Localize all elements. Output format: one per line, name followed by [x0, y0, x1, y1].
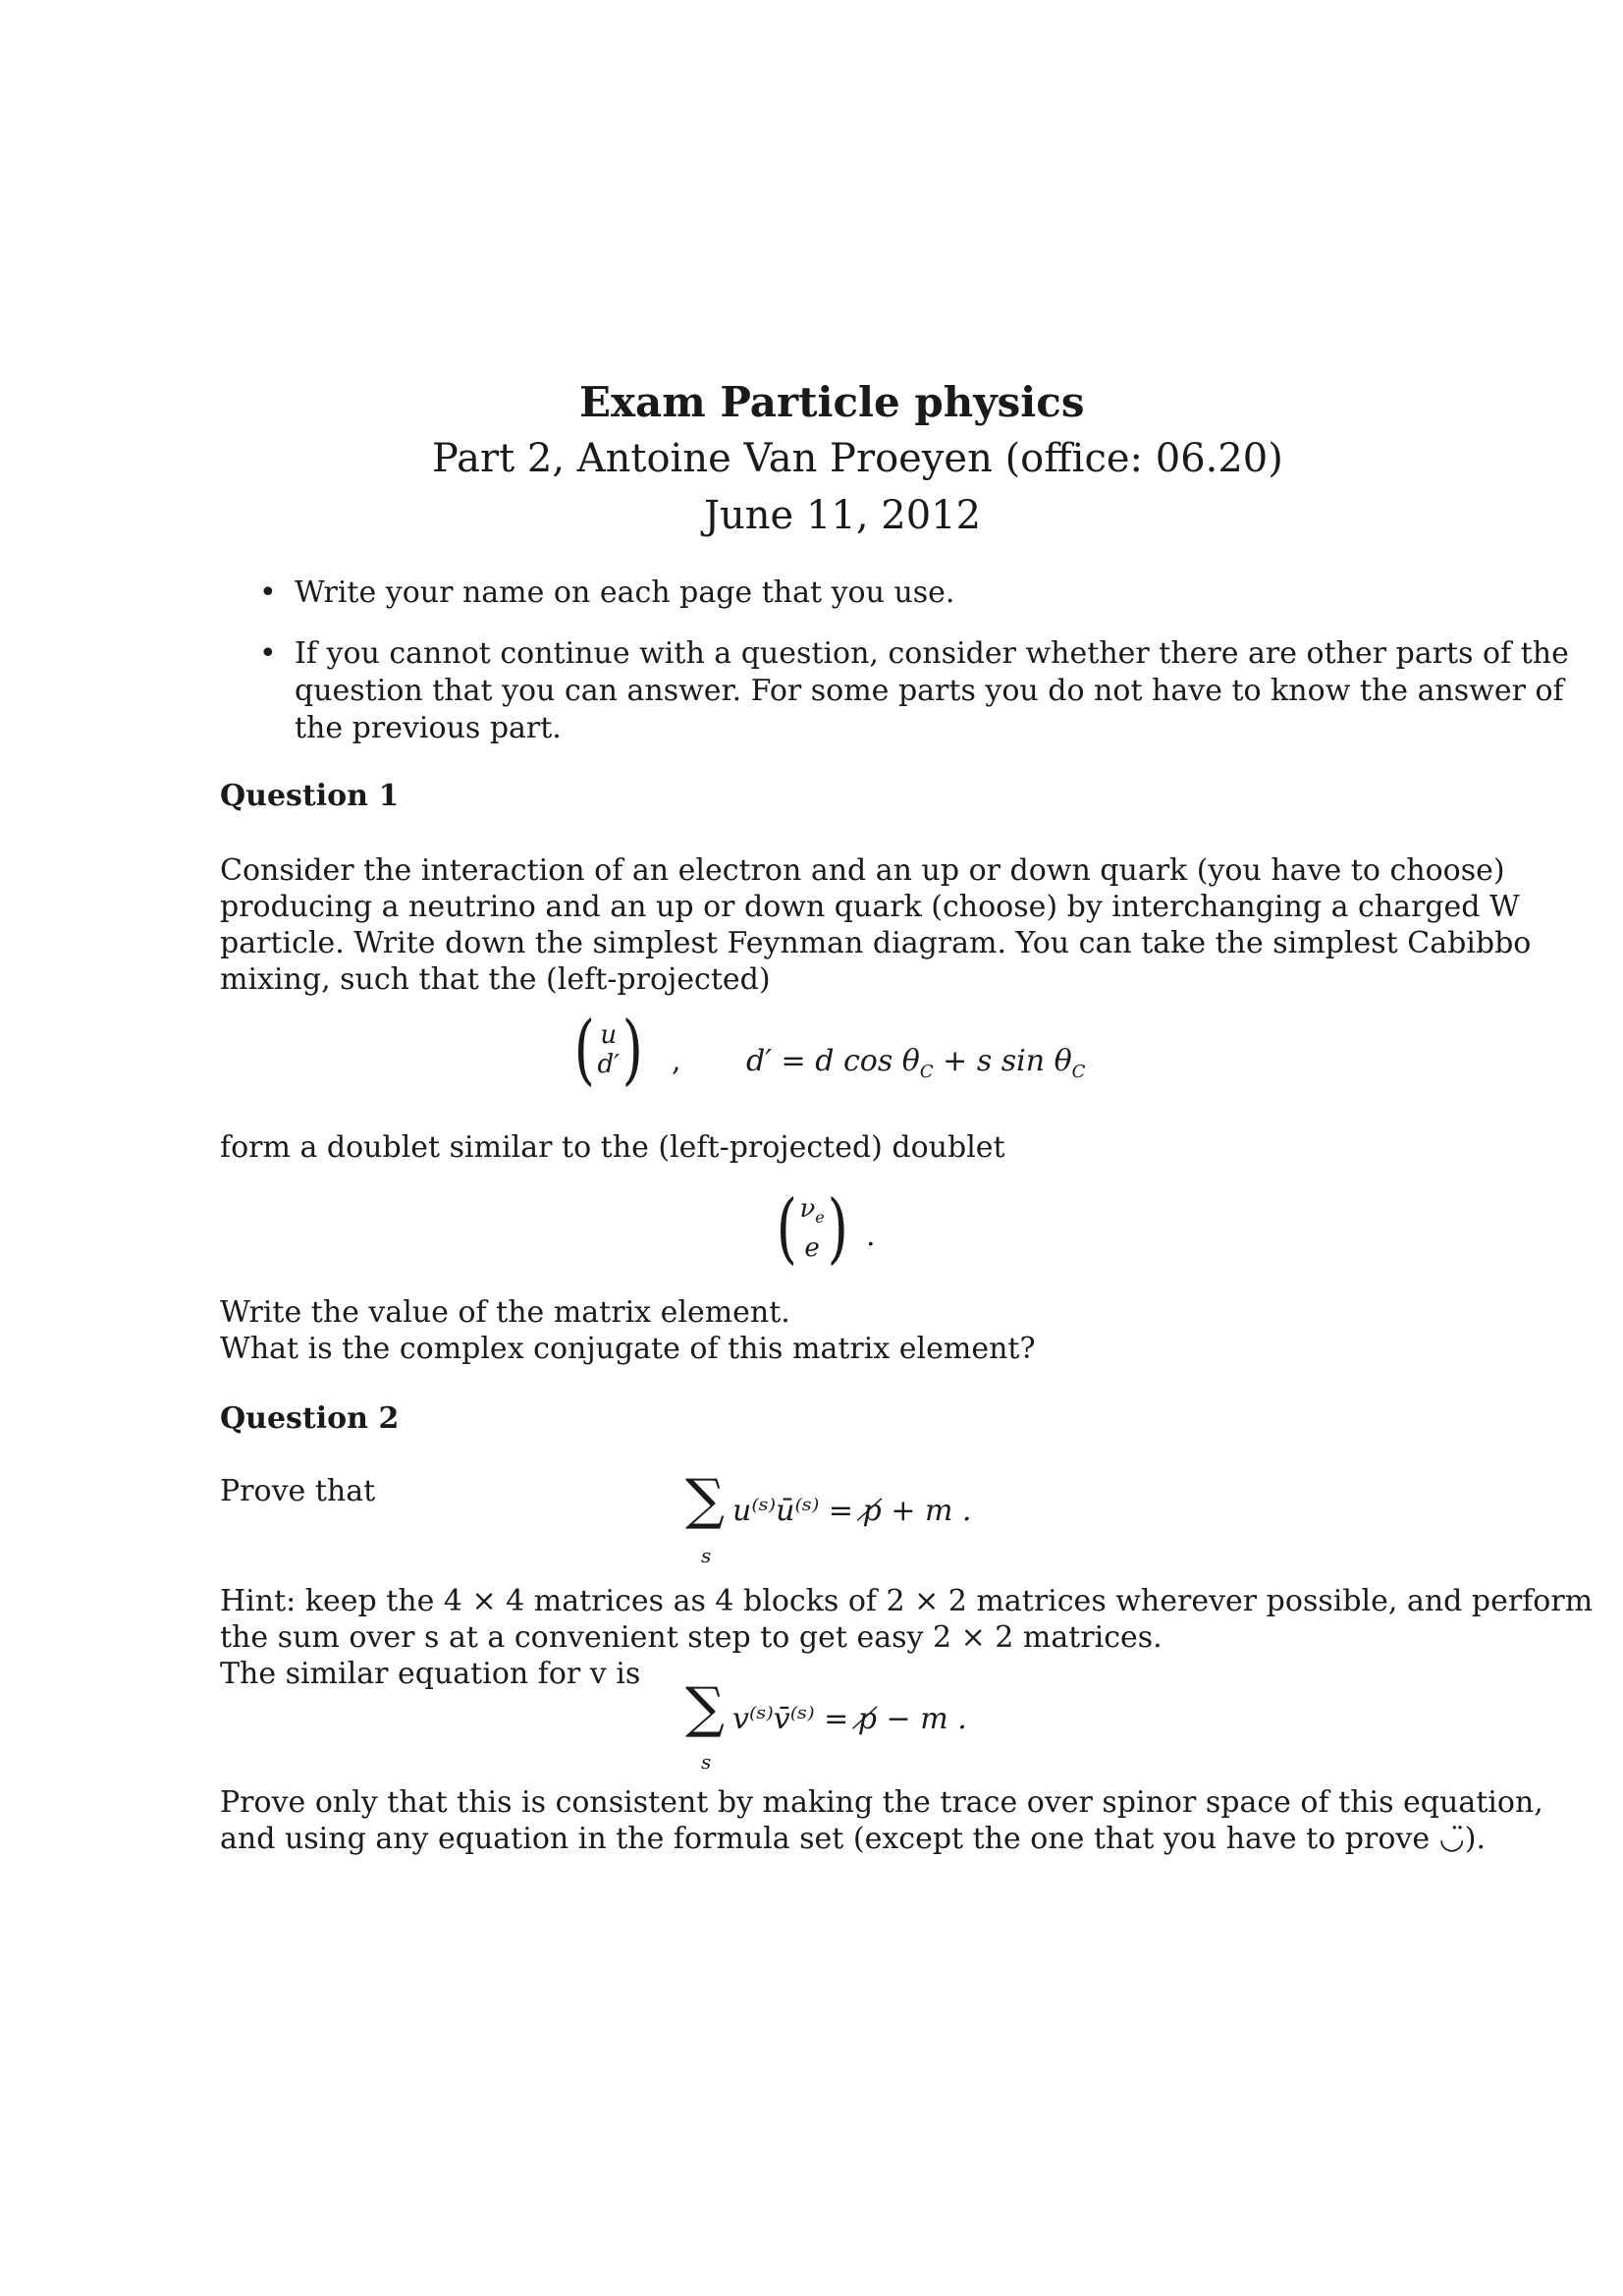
- doublet-top-nu-e: $\nu_e$: [799, 1194, 825, 1228]
- spin-sum-u-rhs: u⁽ˢ⁾ū⁽ˢ⁾ = p̸ + m .: [732, 1494, 972, 1528]
- question-1-mid-text: form a doublet similar to the (left-projected) doublet: [220, 1130, 1005, 1165]
- quark-doublet: [569, 1006, 647, 1094]
- bullet-2-line-3: the previous part.: [295, 711, 562, 745]
- right-paren: ): [622, 1006, 643, 1094]
- sum-index-s-2: s: [701, 1750, 712, 1774]
- question-2-heading: Question 2: [220, 1401, 400, 1436]
- question-1-outro-line-1: Write the value of the matrix element.: [220, 1295, 790, 1330]
- question-2-prove-text: Prove that: [220, 1474, 376, 1508]
- hint-line-3: The similar equation for v is: [220, 1657, 641, 1691]
- question-1-intro-line-3: particle. Write down the simplest Feynman diagram. You can take the simplest Cabibbo: [220, 926, 1532, 960]
- cabibbo-rotation: d′ = d $\cos \theta_C + s$ $\sin \theta_C$: [746, 1044, 1086, 1082]
- doublet-top-u: u: [600, 1020, 618, 1050]
- left-paren: (: [573, 1006, 595, 1094]
- exam-title: Exam Particle physics: [579, 378, 1085, 426]
- sum-symbol: ∑: [685, 1468, 725, 1532]
- spin-sum-u-equation: [685, 1468, 725, 1532]
- doublet-bottom-dprime: d′: [597, 1050, 620, 1079]
- bullet-2-line-1: If you cannot continue with a question, consider whether there are other parts of the: [295, 636, 1569, 671]
- spin-sum-v-rhs: v⁽ˢ⁾v̄⁽ˢ⁾ = p̸ − m .: [732, 1702, 967, 1736]
- hint-line-1: Hint: keep the 4 × 4 matrices as 4 blocks of 2 × 2 matrices wherever possible, and perform: [220, 1584, 1594, 1618]
- exam-date: June 11, 2012: [704, 493, 982, 538]
- question-1-intro-line-4: mixing, such that the (left-projected): [220, 962, 771, 997]
- cabibbo-doublet-equation: [569, 1006, 647, 1094]
- question-1-outro-line-2: What is the complex conjugate of this matrix element?: [220, 1332, 1036, 1366]
- doublet-comma: ,: [672, 1044, 681, 1078]
- lepton-doublet: ( $\nu_e$ e ): [776, 1184, 848, 1273]
- closing-line-1: Prove only that this is consistent by making the trace over spinor space of this equation,: [220, 1785, 1543, 1820]
- bullet-2-line-2: question that you can answer. For some parts you do not have to know the answer of: [295, 674, 1564, 708]
- hint-line-2: the sum over s at a convenient step to get easy 2 × 2 matrices.: [220, 1620, 1163, 1655]
- bullet-1-marker: •: [259, 575, 277, 610]
- closing-line-2: and using any equation in the formula set (except the one that you have to prove ◡̈).: [220, 1822, 1487, 1856]
- spin-sum-v-equation: [685, 1676, 725, 1740]
- sum-index-s: s: [701, 1544, 712, 1567]
- question-1-intro-line-1: Consider the interaction of an electron and an up or down quark (you have to choose): [220, 853, 1505, 888]
- bullet-2-marker: •: [259, 636, 277, 671]
- bullet-1-text: Write your name on each page that you use.: [295, 575, 955, 610]
- doublet-bottom-e: e: [804, 1232, 820, 1263]
- exam-subtitle: Part 2, Antoine Van Proeyen (office: 06.20): [432, 436, 1283, 481]
- sum-symbol-2: ∑: [685, 1676, 725, 1740]
- question-1-intro-line-2: producing a neutrino and an up or down quark (choose) by interchanging a charged W: [220, 890, 1520, 924]
- lepton-doublet-period: .: [866, 1219, 876, 1253]
- question-1-heading: Question 1: [220, 779, 400, 813]
